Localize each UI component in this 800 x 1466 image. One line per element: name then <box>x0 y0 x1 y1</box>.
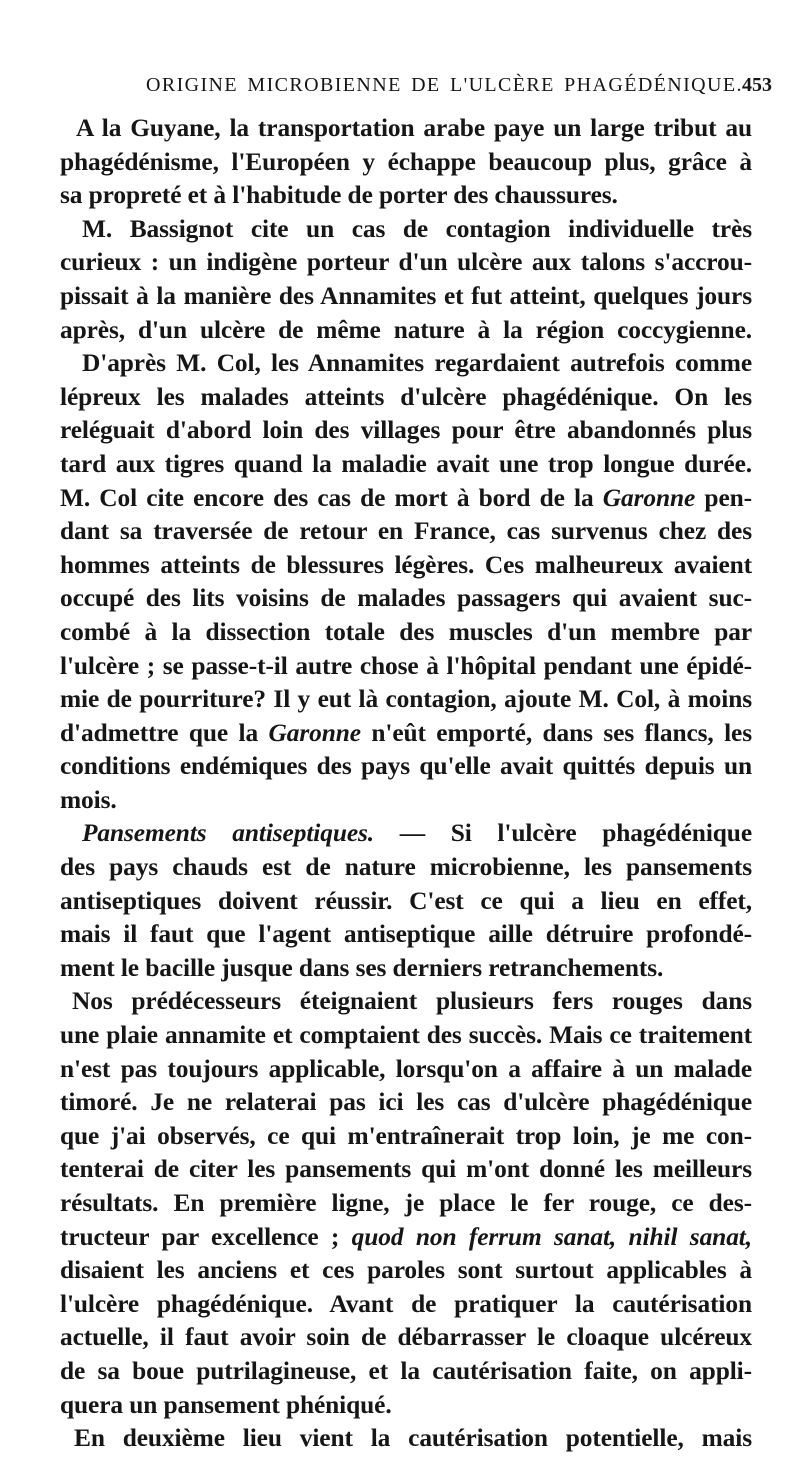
text-line: actuelle, il faut avoir soin de débarrasser le cloaque ulcéreux <box>60 1323 752 1352</box>
text-line: reléguait d'abord loin des villages pour être abandonnés plus <box>60 416 752 445</box>
text-line <box>60 1221 752 1255</box>
text-line: résultats. En première ligne, je place le fer rouge, ce des- <box>60 1189 752 1217</box>
body-text <box>60 112 752 1456</box>
text-line: combé à la dissection totale des muscles d'un membre par <box>60 617 752 646</box>
line-segment: d'admettre que la <box>60 718 259 747</box>
section-heading-italic: Pansements antiseptiques. <box>82 819 375 848</box>
text-line: que j'ai observés, ce qui m'entraînerait trop loin, je me con- <box>60 1121 752 1150</box>
text-line: mie de pourriture? Il y eut là contagion, ajoute M. Col, à moins <box>60 685 752 714</box>
text-line: sa propreté et à l'habitude de porter des chaussures. <box>60 181 618 210</box>
page-number: 453 <box>742 74 772 96</box>
text-line: D'après M. Col, les Annamites regardaient autrefois comme <box>82 349 752 378</box>
text-line: En deuxième lieu vient la cautérisation potentielle, mais <box>74 1424 752 1453</box>
text-line: tenterai de citer les pansements qui m'ont donné les meilleurs <box>60 1155 752 1184</box>
text-line: mais il faut que l'agent antiseptique aille détruire profondé- <box>60 920 752 949</box>
text-line: lépreux les malades atteints d'ulcère phagédénique. On les <box>60 382 752 411</box>
running-head: ORIGINE MICROBIENNE DE L'ULCÈRE PHAGÉDÉNIQUE. <box>146 74 743 96</box>
text-line: Nos prédécesseurs éteignaient plusieurs fers rouges dans <box>72 987 752 1016</box>
text-line: des pays chauds est de nature microbienne, les pansements <box>60 853 752 882</box>
text-line: timoré. Je ne relaterai pas ici les cas d'ulcère phagédénique <box>60 1088 752 1117</box>
text-line: antiseptiques doivent réussir. C'est ce qui a lieu en effet, <box>60 886 752 915</box>
ship-name-italic: Garonne <box>268 718 361 747</box>
text-line: n'est pas toujours applicable, lorsqu'on a affaire à un malade <box>60 1054 752 1083</box>
text-line: curieux : un indigène porteur d'un ulcère aux talons s'accrou- <box>60 248 752 277</box>
text-line <box>60 482 752 516</box>
line-segment: pen- <box>704 483 752 512</box>
text-line: tard aux tigres quand la maladie avait une trop longue durée. <box>60 449 752 478</box>
text-line: dant sa traversée de retour en France, cas survenus chez des <box>60 517 752 546</box>
text-line: conditions endémiques des pays qu'elle avait quittés depuis un <box>60 752 752 781</box>
text-line: mois. <box>60 785 117 814</box>
line-segment: — Si l'ulcère phagédénique <box>399 819 752 848</box>
text-line: l'ulcère phagédénique. Avant de pratiquer la cautérisation <box>60 1289 752 1318</box>
text-line: après, d'un ulcère de même nature à la région coccygienne. <box>60 315 752 344</box>
text-line: l'ulcère ; se passe-t-il autre chose à l'hôpital pendant une épidé- <box>60 651 752 680</box>
text-line: pissait à la manière des Annamites et fut atteint, quelques jours <box>60 281 752 310</box>
text-line: hommes atteints de blessures légères. Ces malheureux avaient <box>60 550 752 579</box>
ship-name-italic: Garonne <box>602 483 696 512</box>
text-line: disaient les anciens et ces paroles sont surtout applicables à <box>60 1256 752 1285</box>
text-line: phagédénisme, l'Européen y échappe beaucoup plus, grâce à <box>60 147 752 176</box>
text-line: de sa boue putrilagineuse, et la cautérisation faite, on appli- <box>60 1356 752 1385</box>
line-segment: tructeur par excellence ; <box>60 1222 340 1251</box>
text-line <box>60 817 752 851</box>
latin-quote-italic: quod non ferrum sanat, nihil sanat, <box>351 1222 752 1251</box>
text-line <box>60 717 752 751</box>
text-line: A la Guyane, la transportation arabe paye un large tribut au <box>76 114 752 142</box>
line-segment: n'eût emporté, dans ses flancs, les <box>371 718 752 747</box>
text-line: occupé des lits voisins de malades passagers qui avaient suc- <box>60 584 752 613</box>
text-line: une plaie annamite et comptaient des succès. Mais ce traitement <box>60 1021 752 1050</box>
text-line: M. Bassignot cite un cas de contagion individuelle très <box>82 214 752 243</box>
text-line: quera un pansement phéniqué. <box>60 1390 392 1419</box>
text-line: ment le bacille jusque dans ses derniers retranchements. <box>60 953 664 982</box>
line-segment: M. Col cite encore des cas de mort à bord de la <box>60 483 594 512</box>
page-header <box>60 68 772 108</box>
